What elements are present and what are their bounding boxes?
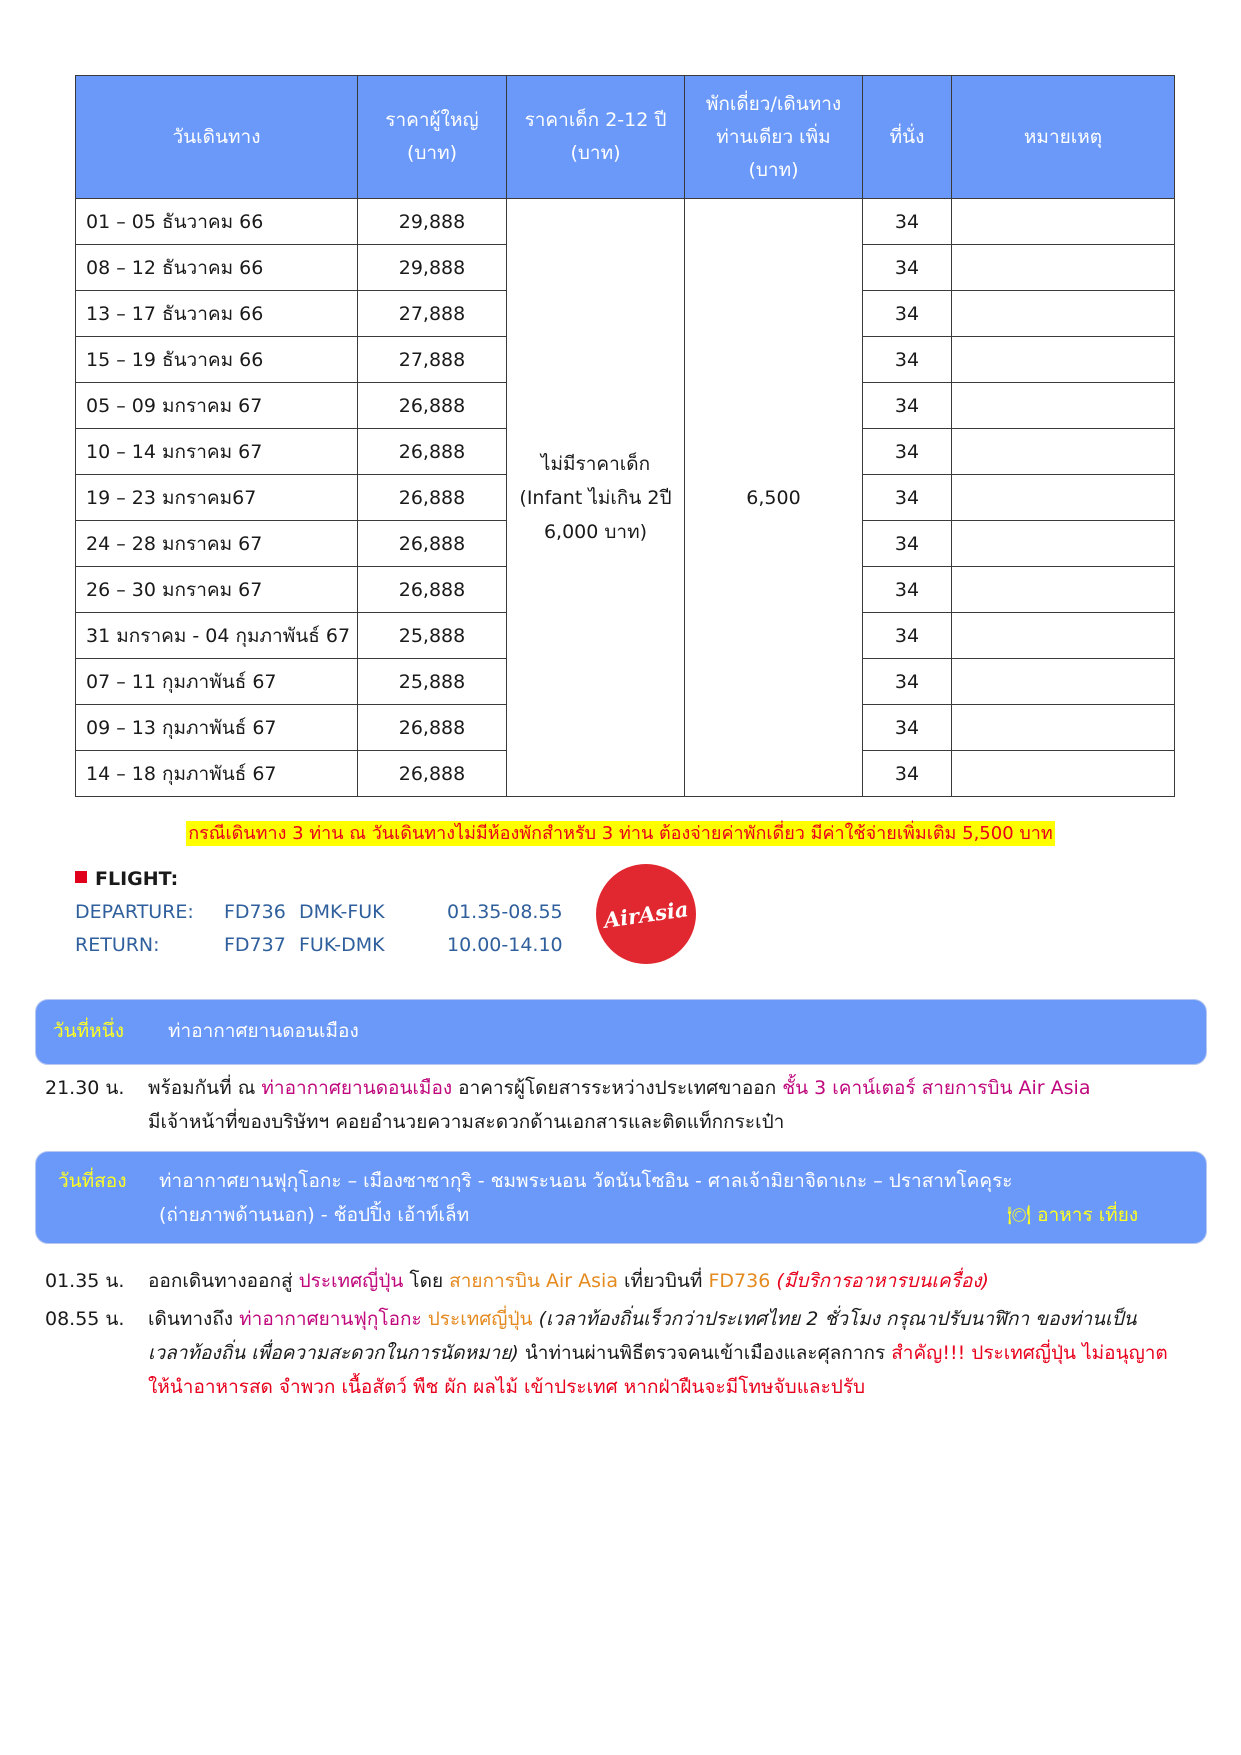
day2-band [35, 1151, 1207, 1244]
row-remark [952, 567, 1175, 613]
plate-icon: 🍽 [1007, 1204, 1032, 1226]
row-remark [952, 337, 1175, 383]
row-remark [952, 245, 1175, 291]
row-adult-price: 26,888 [358, 521, 507, 567]
row-date: 19 – 23 มกราคม67 [76, 475, 358, 521]
row-remark [952, 751, 1175, 797]
day2-label: วันที่สอง [58, 1170, 127, 1192]
row-adult-price: 26,888 [358, 383, 507, 429]
row-date: 08 – 12 ธันวาคม 66 [76, 245, 358, 291]
departure-route: DMK-FUK [299, 901, 385, 923]
row-seats: 34 [863, 199, 952, 245]
table-row [76, 199, 1175, 245]
header-child-price: ราคาเด็ก 2-12 ปี (บาท) [507, 76, 685, 199]
price-table [75, 75, 1175, 797]
row-date: 05 – 09 มกราคม 67 [76, 383, 358, 429]
price-table-header [76, 76, 1175, 199]
row-date: 24 – 28 มกราคม 67 [76, 521, 358, 567]
day1-label: วันที่หนึ่ง [53, 1020, 124, 1042]
row-date: 10 – 14 มกราคม 67 [76, 429, 358, 475]
return-time: 10.00-14.10 [447, 934, 563, 956]
triple-room-note: กรณีเดินทาง 3 ท่าน ณ วันเดินทางไม่มีห้องพักสำหรับ 3 ท่าน ต้องจ่ายค่าพักเดี่ยว มีค่าใช้จ่ายเพิ่มเติม 5,500 บาท [188, 823, 1053, 844]
svg-text:AirAsia: AirAsia [602, 896, 690, 933]
day2-body-1: ออกเดินทางออกสู่ ประเทศญี่ปุ่น โดย สายการบิน Air Asia เที่ยวบินที่ FD736 (มีบริการอาหารบนเครื่อง) [148, 1270, 989, 1292]
departure-time: 01.35-08.55 [447, 901, 563, 923]
row-seats: 34 [863, 705, 952, 751]
row-remark [952, 659, 1175, 705]
header-remark: หมายเหตุ [952, 76, 1175, 199]
row-adult-price: 26,888 [358, 751, 507, 797]
row-remark [952, 383, 1175, 429]
row-seats: 34 [863, 337, 952, 383]
day1-title: ท่าอากาศยานดอนเมือง [168, 1020, 359, 1042]
day1-body: พร้อมกันที่ ณ ท่าอากาศยานดอนเมือง อาคารผู้โดยสารระหว่างประเทศขาออก ชั้น 3 เคาน์เตอร์ สายการบิน Air Asia มีเจ้าหน้าที่ของบริษัทฯ คอยอำนวยความสะดวกด้านเอกสารและติดแท็กกระเป๋า [148, 1077, 1091, 1133]
day2-title-line1: ท่าอากาศยานฟุกุโอกะ – เมืองซาซากุริ - ชมพระนอน วัดนันโซอิน - ศาลเจ้ามิยาจิดาเกะ – ปราสาทโคคุระ [159, 1170, 1013, 1192]
day2-time-2: 08.55 น. [45, 1308, 125, 1330]
row-adult-price: 26,888 [358, 475, 507, 521]
row-date: 14 – 18 กุมภาพันธ์ 67 [76, 751, 358, 797]
row-date: 01 – 05 ธันวาคม 66 [76, 199, 358, 245]
child-price-cell: ไม่มีราคาเด็ก (Infant ไม่เกิน 2ปี 6,000 บาท) [507, 199, 685, 797]
row-date: 31 มกราคม - 04 กุมภาพันธ์ 67 [76, 613, 358, 659]
departure-label: DEPARTURE: [75, 901, 194, 923]
bullet-square-icon [75, 871, 87, 883]
row-date: 09 – 13 กุมภาพันธ์ 67 [76, 705, 358, 751]
row-seats: 34 [863, 613, 952, 659]
row-seats: 34 [863, 245, 952, 291]
row-remark [952, 429, 1175, 475]
airasia-logo [596, 864, 696, 964]
row-seats: 34 [863, 291, 952, 337]
row-adult-price: 29,888 [358, 199, 507, 245]
row-date: 13 – 17 ธันวาคม 66 [76, 291, 358, 337]
row-seats: 34 [863, 383, 952, 429]
day2-time-1: 01.35 น. [45, 1270, 125, 1292]
return-label: RETURN: [75, 934, 160, 956]
day2-meal: 🍽 อาหาร เที่ยง [1007, 1204, 1139, 1226]
row-seats: 34 [863, 567, 952, 613]
day1-time: 21.30 น. [45, 1077, 125, 1099]
day2-title-line2: (ถ่ายภาพด้านนอก) - ช้อปปิ้ง เอ้าท์เล็ท [159, 1204, 470, 1226]
return-flight-no: FD737 [224, 934, 286, 956]
row-adult-price: 27,888 [358, 337, 507, 383]
header-date: วันเดินทาง [76, 76, 358, 199]
row-seats: 34 [863, 659, 952, 705]
row-adult-price: 25,888 [358, 659, 507, 705]
row-adult-price: 29,888 [358, 245, 507, 291]
row-seats: 34 [863, 429, 952, 475]
header-adult-price: ราคาผู้ใหญ่ (บาท) [358, 76, 507, 199]
row-adult-price: 25,888 [358, 613, 507, 659]
row-adult-price: 26,888 [358, 429, 507, 475]
flight-heading: FLIGHT: [75, 868, 178, 890]
header-seats: ที่นั่ง [863, 76, 952, 199]
single-supplement-cell: 6,500 [685, 199, 863, 797]
row-remark [952, 199, 1175, 245]
row-date: 26 – 30 มกราคม 67 [76, 567, 358, 613]
row-remark [952, 521, 1175, 567]
row-remark [952, 291, 1175, 337]
departure-flight-no: FD736 [224, 901, 286, 923]
row-remark [952, 613, 1175, 659]
row-adult-price: 26,888 [358, 567, 507, 613]
row-adult-price: 27,888 [358, 291, 507, 337]
row-date: 15 – 19 ธันวาคม 66 [76, 337, 358, 383]
row-seats: 34 [863, 521, 952, 567]
row-remark [952, 705, 1175, 751]
return-route: FUK-DMK [299, 934, 385, 956]
row-seats: 34 [863, 751, 952, 797]
header-single-supplement: พักเดี่ยว/เดินทาง ท่านเดียว เพิ่ม (บาท) [685, 76, 863, 199]
row-adult-price: 26,888 [358, 705, 507, 751]
day1-band [35, 999, 1207, 1065]
row-date: 07 – 11 กุมภาพันธ์ 67 [76, 659, 358, 705]
row-seats: 34 [863, 475, 952, 521]
row-remark [952, 475, 1175, 521]
day2-body-2: เดินทางถึง ท่าอากาศยานฟุกุโอกะ ประเทศญี่ปุ่น (เวลาท้องถิ่นเร็วกว่าประเทศไทย 2 ชั่วโมง กรุณาปรับนาฬิกา ของท่านเป็นเวลาท้องถิ่น เพื่อความสะดวกในการนัดหมาย) นำท่านผ่านพิธีตรวจคนเข้าเมืองและศุลกากร สำคัญ!!! ประเทศญี่ปุ่น ไม่อนุญาตให้นำอาหารสด จำพวก เนื้อสัตว์ พืช ผัก ผลไม้ เข้าประเทศ หากฝ่าฝืนจะมีโทษจับและปรับ [148, 1308, 1168, 1398]
